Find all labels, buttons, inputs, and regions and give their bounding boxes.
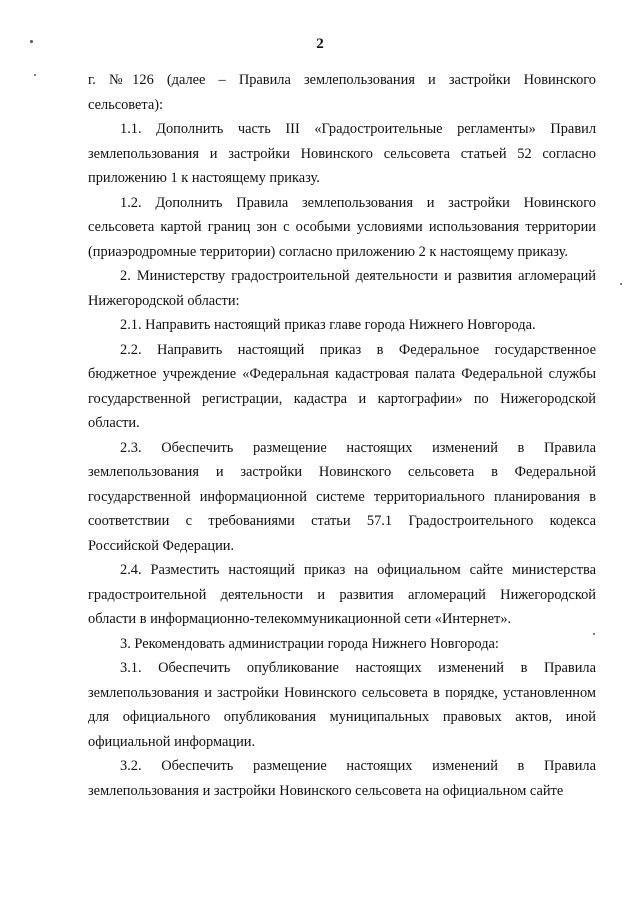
text-line: г. №126 (далее – Правила землепользования и застройки Новинского bbox=[88, 72, 596, 88]
paragraph bbox=[88, 436, 596, 559]
text-line: 3.2. Обеспечить размещение настоящих изменений в Правила bbox=[120, 758, 596, 774]
text-line: приложению 1 к настоящему приказу. bbox=[88, 170, 320, 186]
text-line: Нижегородской области: bbox=[88, 292, 240, 309]
paragraph bbox=[88, 754, 596, 803]
text-line: Российской Федерации. bbox=[88, 537, 235, 554]
text-line: сельсовета картой границ зон с особыми условиями использования территории bbox=[88, 219, 596, 235]
text-line: 1.2. Дополнить Правила землепользования и застройки Новинского bbox=[120, 194, 596, 211]
text-line: 3. Рекомендовать администрации города Нижнего Новгорода: bbox=[120, 635, 499, 652]
text-line: 2.1. Направить настоящий приказ главе города Нижнего Новгорода. bbox=[120, 317, 536, 333]
text-line: области в информационно-телекоммуникационной сети «Интернет». bbox=[88, 611, 512, 627]
text-line: официальной информации. bbox=[88, 733, 256, 750]
text-line: 1.1. Дополнить часть III «Градостроительные регламенты» Правил bbox=[120, 121, 596, 137]
paragraph bbox=[88, 558, 596, 632]
paragraph bbox=[88, 656, 596, 754]
scan-speck bbox=[34, 74, 36, 76]
text-line: 3.1. Обеспечить опубликование настоящих изменений в Правила bbox=[120, 660, 596, 676]
text-line: 2. Министерству градостроительной деятельности и развития агломераций bbox=[120, 268, 596, 284]
text-line: землепользования и застройки Новинского сельсовета статьей 52 согласно bbox=[88, 145, 596, 162]
paragraph bbox=[88, 68, 596, 117]
paragraph bbox=[88, 313, 596, 338]
text-line: землепользования и застройки Новинского сельсовета в порядке, установленном bbox=[88, 684, 596, 701]
text-line: землепользования и застройки Новинского сельсовета на официальном сайте bbox=[88, 782, 564, 799]
text-line: (приаэродромные территории) согласно приложению 2 к настоящему приказу. bbox=[88, 243, 568, 260]
text-line: для официального опубликования муниципальных правовых актов, иной bbox=[88, 709, 596, 725]
page-number: 2 bbox=[316, 36, 324, 52]
text-line: 2.3. Обеспечить размещение настоящих изменений в Правила bbox=[120, 439, 596, 456]
paragraph bbox=[88, 338, 596, 436]
text-line: 2.4. Разместить настоящий приказ на официальном сайте министерства bbox=[120, 562, 596, 578]
paragraph bbox=[88, 632, 596, 657]
scan-speck bbox=[30, 40, 33, 43]
scan-speck bbox=[620, 283, 622, 285]
document-body bbox=[88, 68, 596, 803]
paragraph bbox=[88, 117, 596, 191]
text-line: соответствии с требованиями статьи 57.1 Градостроительного кодекса bbox=[88, 513, 596, 529]
text-line: сельсовета): bbox=[88, 96, 164, 113]
paragraph bbox=[88, 191, 596, 265]
text-line: землепользования и застройки Новинского сельсовета в Федеральной bbox=[88, 464, 596, 480]
text-line: государственной информационной системе территориального планирования в bbox=[88, 488, 596, 505]
text-line: градостроительной деятельности и развития агломераций Нижегородской bbox=[88, 586, 596, 603]
text-line: государственной регистрации, кадастра и картографии» по Нижегородской bbox=[88, 390, 596, 407]
text-line: области. bbox=[88, 415, 140, 431]
text-line: бюджетное учреждение «Федеральная кадастровая палата Федеральной службы bbox=[88, 366, 596, 382]
paragraph bbox=[88, 264, 596, 313]
text-line: 2.2. Направить настоящий приказ в Федеральное государственное bbox=[120, 341, 596, 358]
